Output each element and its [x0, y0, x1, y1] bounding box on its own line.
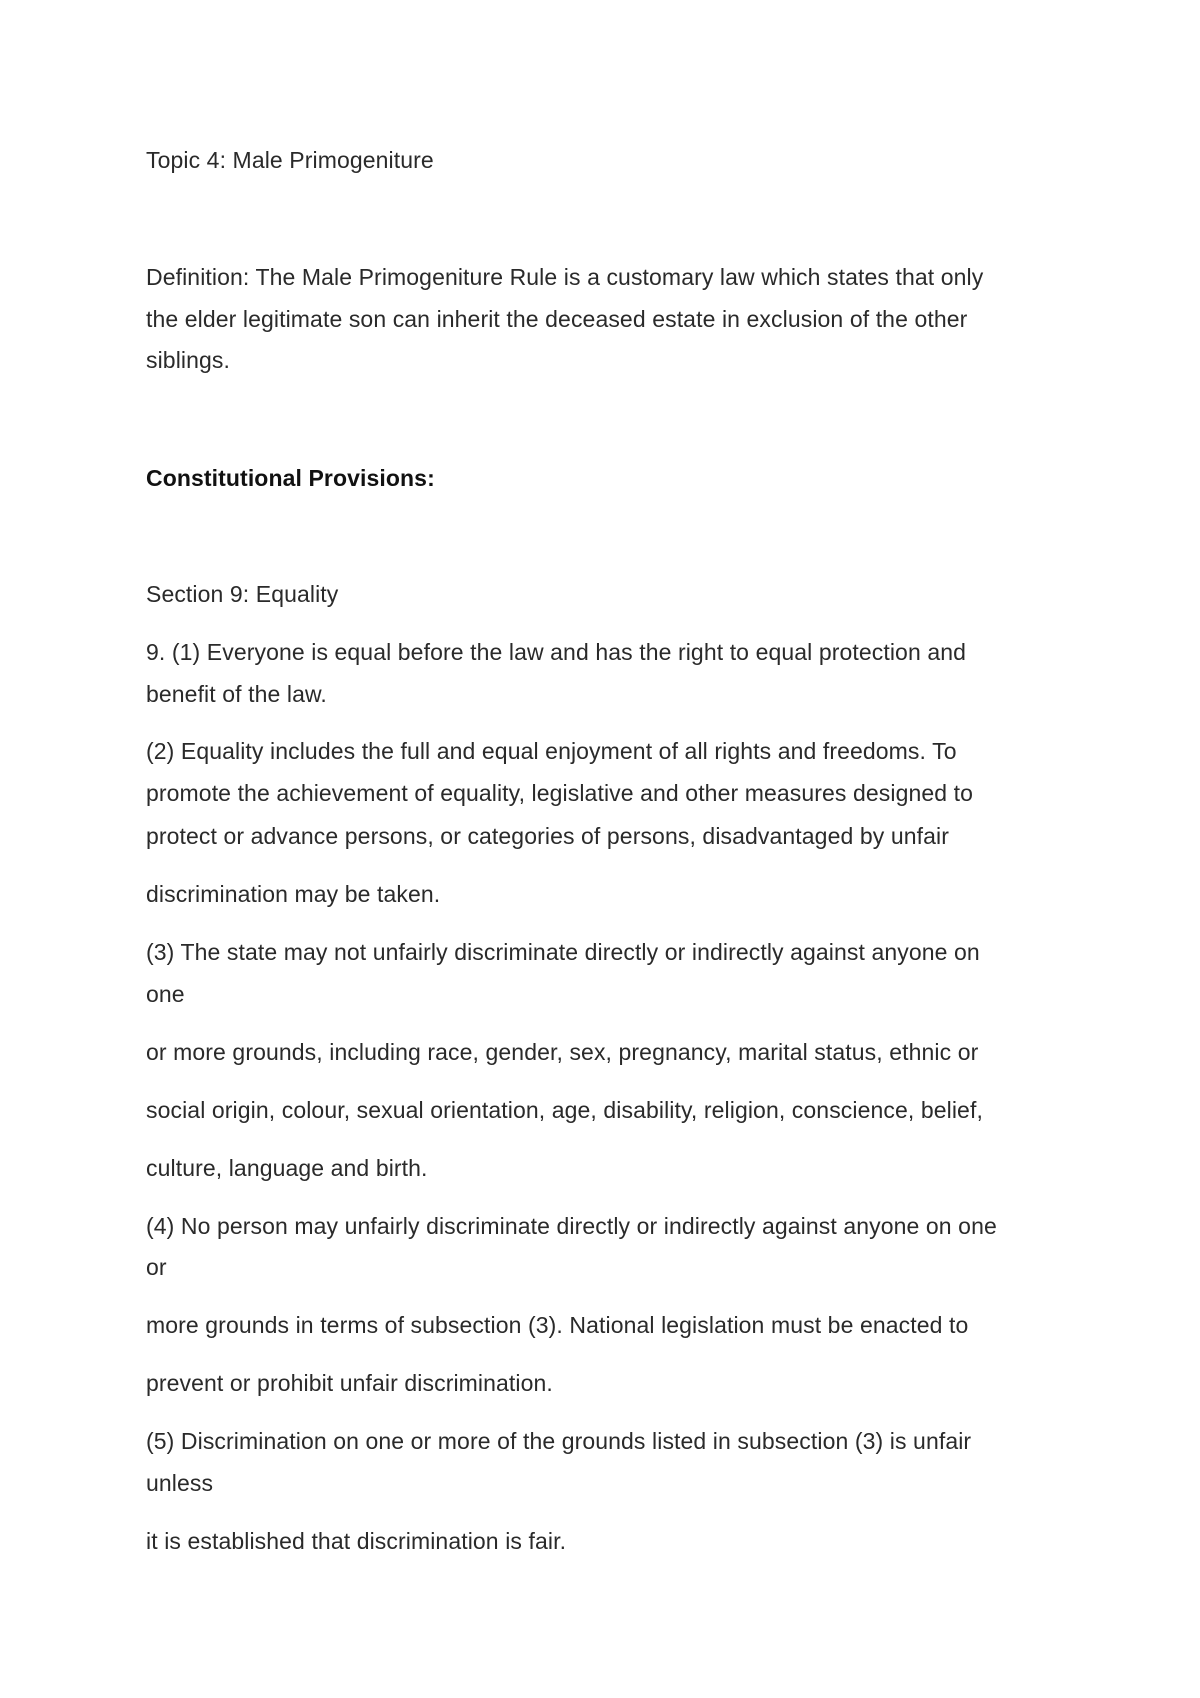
section-line: (3) The state may not unfairly discriminate directly or indirectly against anyone on	[146, 939, 980, 965]
definition-line: Definition: The Male Primogeniture Rule is a customary law which states that only	[146, 264, 984, 290]
section-line: or more grounds, including race, gender, sex, pregnancy, marital status, ethnic or	[146, 1039, 979, 1065]
section-line: prevent or prohibit unfair discrimination.	[146, 1370, 553, 1396]
section-line: culture, language and birth.	[146, 1155, 428, 1181]
section-heading: Constitutional Provisions:	[146, 465, 435, 491]
section-line: social origin, colour, sexual orientation, age, disability, religion, conscience, belief,	[146, 1097, 983, 1123]
section-line: or	[146, 1254, 167, 1280]
section-line: 9. (1) Everyone is equal before the law and has the right to equal protection and	[146, 639, 967, 665]
definition-line: the elder legitimate son can inherit the deceased estate in exclusion of the other	[146, 306, 968, 332]
section-line: it is established that discrimination is fair.	[146, 1528, 567, 1554]
definition-line: siblings.	[146, 347, 230, 373]
section-line: unless	[146, 1470, 214, 1496]
section-line: more grounds in terms of subsection (3). National legislation must be enacted to	[146, 1312, 969, 1338]
section-line: promote the achievement of equality, legislative and other measures designed to	[146, 780, 974, 806]
section-line: discrimination may be taken.	[146, 881, 441, 907]
section-line: (4) No person may unfairly discriminate directly or indirectly against anyone on one	[146, 1213, 997, 1239]
section-line: one	[146, 981, 185, 1007]
section-line: (5) Discrimination on one or more of the grounds listed in subsection (3) is unfair	[146, 1428, 972, 1454]
section-line: benefit of the law.	[146, 681, 327, 707]
document-title: Topic 4: Male Primogeniture	[146, 147, 434, 173]
section-line: protect or advance persons, or categories of persons, disadvantaged by unfair	[146, 823, 949, 849]
section-title: Section 9: Equality	[146, 581, 339, 607]
section-line: (2) Equality includes the full and equal enjoyment of all rights and freedoms. To	[146, 738, 957, 764]
